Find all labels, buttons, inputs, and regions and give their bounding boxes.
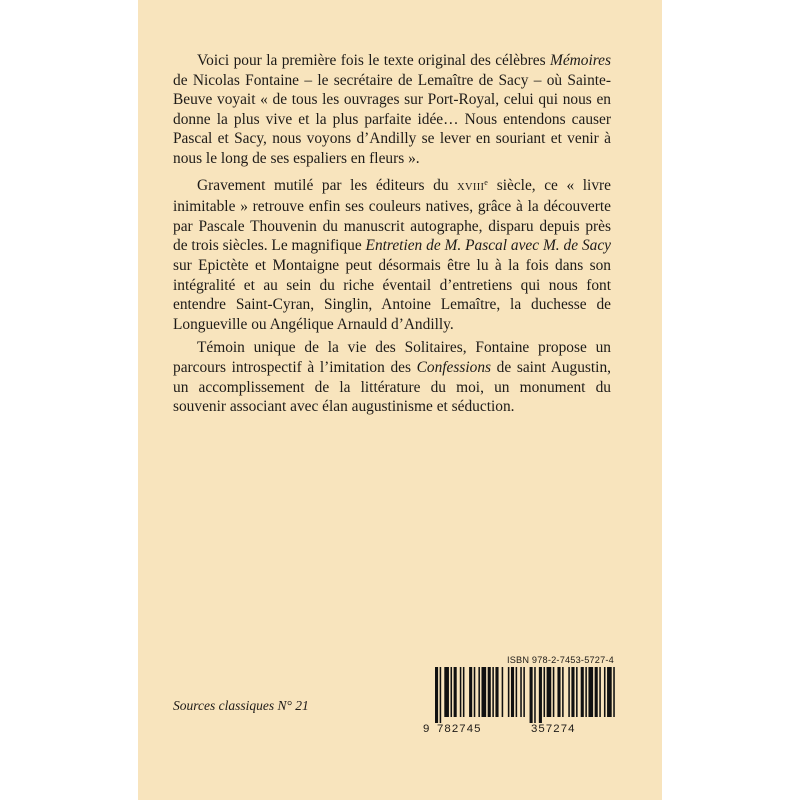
barcode-bar (547, 667, 552, 717)
barcode-bar (511, 667, 514, 717)
barcode-bar (478, 667, 480, 717)
barcode-bar (488, 667, 491, 717)
barcode-bar (508, 667, 510, 717)
isbn-barcode-block (423, 655, 620, 735)
barcode-bar (539, 667, 542, 723)
barcode-digit-group-1: 782745 (437, 723, 482, 735)
barcode-bars-icon (423, 667, 620, 723)
barcode-bar (454, 667, 457, 717)
entretien-title: Entretien de M. Pascal avec M. de Sacy (365, 237, 612, 255)
barcode-bar (460, 667, 462, 717)
barcode-bar (474, 667, 476, 717)
barcode-digits (423, 723, 620, 735)
barcode-bar (562, 667, 564, 717)
barcode-bar (607, 667, 612, 717)
confessions-title: Confessions (416, 358, 492, 376)
memoires-title: Mémoires (550, 52, 611, 69)
barcode-bar (604, 667, 606, 717)
barcode-bar (571, 667, 574, 717)
barcode-bar (523, 667, 525, 717)
barcode-digit-first: 9 (423, 723, 431, 735)
barcode-bar (520, 667, 522, 717)
barcode-bar (516, 667, 518, 717)
barcode-bar (595, 667, 598, 717)
barcode-digit-group-2: 357274 (531, 723, 576, 735)
barcode-bar (544, 667, 546, 717)
barcode-bar (451, 667, 453, 717)
barcode-bar (463, 667, 465, 717)
barcode-bar (568, 667, 570, 717)
barcode-bar (444, 667, 449, 717)
barcode-bar (588, 667, 593, 717)
barcode-bar (502, 667, 504, 717)
barcode-bar (581, 667, 584, 717)
barcode-bar (576, 667, 578, 717)
blurb-paragraph-2: Gravement mutilé par les éditeurs du XVIIIe siècle, ce « livre inimitable » retrouve enfin ses couleurs natives, grâce à la découverte par Pascale Thouvenin du manuscrit autographe, disparu depuis près de trois siècles. Le magnifique Entretien de M. Pascal avec M. de Sacy sur Epictète et Montaigne peut désormais être lu à la fois dans son intégralité et au sein du riche éventail d’entretiens qui nous font entendre Saint-Cyran, Singlin, Antoine Lemaître, la duchesse de Longueville ou Angélique Arnauld d’Andilly. (173, 176, 612, 333)
barcode-bar (530, 667, 533, 723)
barcode-bar (585, 667, 587, 717)
barcode (423, 667, 620, 723)
barcode-bar (534, 667, 536, 723)
barcode-bar (557, 667, 560, 717)
barcode-bar (492, 667, 494, 717)
back-cover-blurb (173, 51, 611, 417)
barcode-bar (495, 667, 498, 717)
isbn-label: ISBN 978-2-7453-5727-4 (506, 655, 614, 665)
barcode-bar (553, 667, 555, 717)
barcode-bar (469, 667, 472, 717)
barcode-bar (435, 667, 438, 723)
barcode-bar (440, 667, 442, 723)
series-label: Sources classiques N° 21 (173, 698, 309, 713)
barcode-bar (599, 667, 601, 717)
barcode-bar (613, 667, 615, 717)
blurb-paragraph-1: Voici pour la première fois le texte original des célèbres Mémoires de Nicolas Fontaine – le secrétaire de Lemaître de Sacy – où Sainte-Beuve voyait « de tous les ouvrages sur Port-Royal, celui qui nous en donne la plus vive et la plus parfaite idée… Nous entendons causer Pascal et Sacy, nous voyons d’Andilly se lever en souriant et venir à nous le long de ses espaliers en fleurs ». (173, 52, 611, 167)
century-numeral: XVIIIe (457, 177, 489, 193)
barcode-bar (482, 667, 487, 717)
blurb-paragraph-3: Témoin unique de la vie des Solitaires, Fontaine propose un parcours introspectif à l’imitation des Confessions de saint Augustin, un accomplissement de la littérature du moi, un monument du souvenir associant avec élan augustinisme et séduction. (173, 339, 611, 416)
